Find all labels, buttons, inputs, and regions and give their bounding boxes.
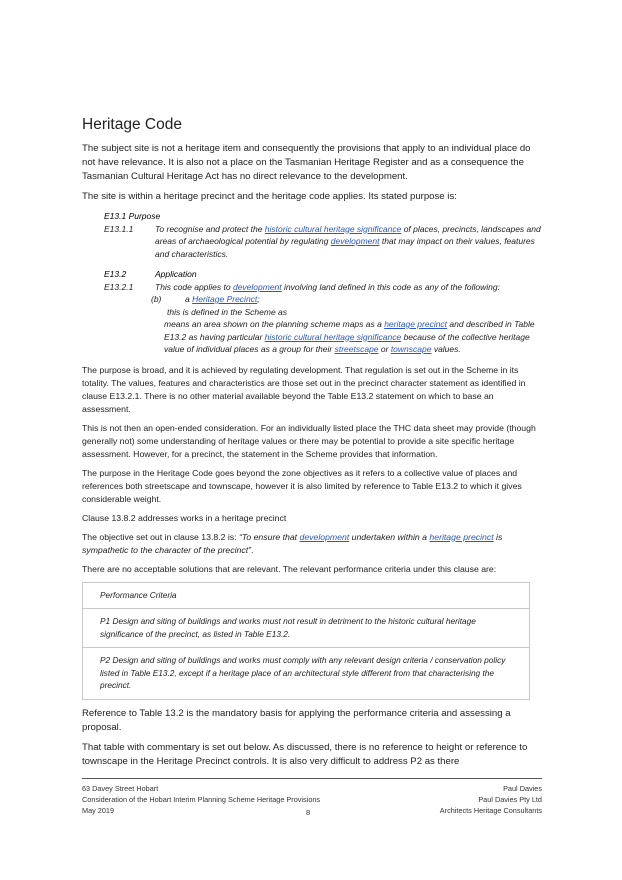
table-row-p2: P2 Design and siting of buildings and works must comply with any relevant design criteria / conservation policy listed in Table E13.2, except if a heritage place of an architectural style different from that characterising the precinct. — [83, 648, 530, 700]
paragraph-heritage-precinct: The site is within a heritage precinct and the heritage code applies. Its stated purpose is: — [82, 191, 457, 202]
page-number: 8 — [306, 808, 311, 817]
quote-e13-1 — [104, 210, 542, 260]
paragraph-purpose-broad: The purpose is broad, and it is achieved by regulating development. That regulation is set out in the Scheme in its totality. The values, features and characteristics are those set out in the precinct character statement as identified in clause E13.2.1. There is no other material available beyond the Table E13.2 statement on which to base an assessment. — [82, 364, 526, 414]
paragraph-objective: The objective set out in clause 13.8.2 is: “To ensure that development undertaken within a heritage precinct is sympathetic to the character of the precinct”. — [82, 531, 503, 555]
link-heritage-precinct[interactable]: heritage precinct — [429, 531, 494, 542]
link-development[interactable]: development — [232, 281, 282, 292]
link-townscape[interactable]: townscape — [390, 344, 432, 354]
clause-text: To recognise and protect the historic cultural heritage significance of places, precincts, landscapes and areas of archaeological potential by regulating development that may impact on their values, features and characteristics. — [155, 223, 541, 259]
quote-e13-1-heading: E13.1 Purpose — [104, 211, 161, 221]
footer-right: Paul Davies Paul Davies Pty Ltd Architects Heritage Consultants — [439, 784, 542, 815]
performance-criteria-table — [82, 582, 530, 700]
link-streetscape[interactable]: streetscape — [334, 344, 379, 354]
definition-text: means an area shown on the planning scheme maps as a heritage precinct and described in Table E13.2 as having particular historic cultural heritage significance because of the collective heritage value of individual places as a group for their streetscape or townscape values. — [164, 319, 535, 354]
table-header-cell: Performance Criteria — [83, 582, 530, 609]
link-development[interactable]: development — [330, 236, 380, 246]
footer-left: 63 Davey Street Hobart Consideration of the Hobart Interim Planning Scheme Heritage Provisions May 2019 — [82, 784, 321, 815]
clause-item-b: (b) a Heritage Precinct; — [151, 294, 260, 304]
paragraph-zone-objectives: The purpose in the Heritage Code goes beyond the zone objectives as it refers to a collective value of places and references both streetscape and townscape, however it is also limited by reference to Table E13.2 to which it gives considerable weight. — [82, 467, 522, 504]
clause-number: E13.2.1 — [104, 281, 134, 292]
link-development[interactable]: development — [299, 531, 350, 542]
paragraph-acceptable-solutions: There are no acceptable solutions that are relevant. The relevant performance criteria under this clause are: — [82, 563, 497, 574]
link-heritage-precinct-def[interactable]: heritage precinct — [384, 319, 448, 329]
clause-number: E13.1.1 — [104, 223, 134, 234]
quote-e13-2-heading: E13.2 Application — [104, 269, 197, 279]
paragraph-site-status: The subject site is not a heritage item and consequently the provisions that apply to an individual place do not have relevance. It is also not a place on the Tasmanian Heritage Register and as a consequence the Tasmanian Cultural Heritage Act has no direct relevance to the development. — [82, 143, 531, 182]
paragraph-mandatory-basis: Reference to Table 13.2 is the mandatory basis for applying the performance criteria and assessing a proposal. — [82, 707, 511, 733]
quote-e13-2 — [104, 268, 542, 356]
page-content — [82, 116, 542, 775]
clause-text: This code applies to development involving land defined in this code as any of the following: — [155, 281, 500, 292]
quote-e13-1-1 — [104, 223, 542, 261]
footer-divider — [82, 778, 542, 779]
link-historic-significance[interactable]: historic cultural heritage significance — [264, 223, 402, 234]
quote-e13-2-1 — [104, 281, 542, 294]
section-heading: Heritage Code — [82, 116, 182, 133]
paragraph-table-commentary: That table with commentary is set out below. As discussed, there is no reference to height or reference to townscape in the Heritage Precinct controls. It is also very difficult to address P2 as there — [82, 741, 528, 767]
link-heritage-precinct[interactable]: Heritage Precinct — [192, 294, 258, 304]
link-historic-significance-def[interactable]: historic cultural heritage significance — [264, 331, 402, 342]
paragraph-clause-13-8-2: Clause 13.8.2 addresses works in a heritage precinct — [82, 512, 287, 523]
defined-note: this is defined in the Scheme as — [167, 306, 288, 317]
table-row-p1: P1 Design and siting of buildings and works must not result in detriment to the historic cultural heritage significance of the precinct, as listed in Table E13.2. — [83, 609, 530, 648]
paragraph-open-ended: This is not then an open-ended consideration. For an individually listed place the THC data sheet may provide (though generally not) some understanding of heritage values or there may be potential to provide a site specific heritage assessment. However, for a precinct, the statement in the Scheme provides that information. — [82, 422, 536, 459]
